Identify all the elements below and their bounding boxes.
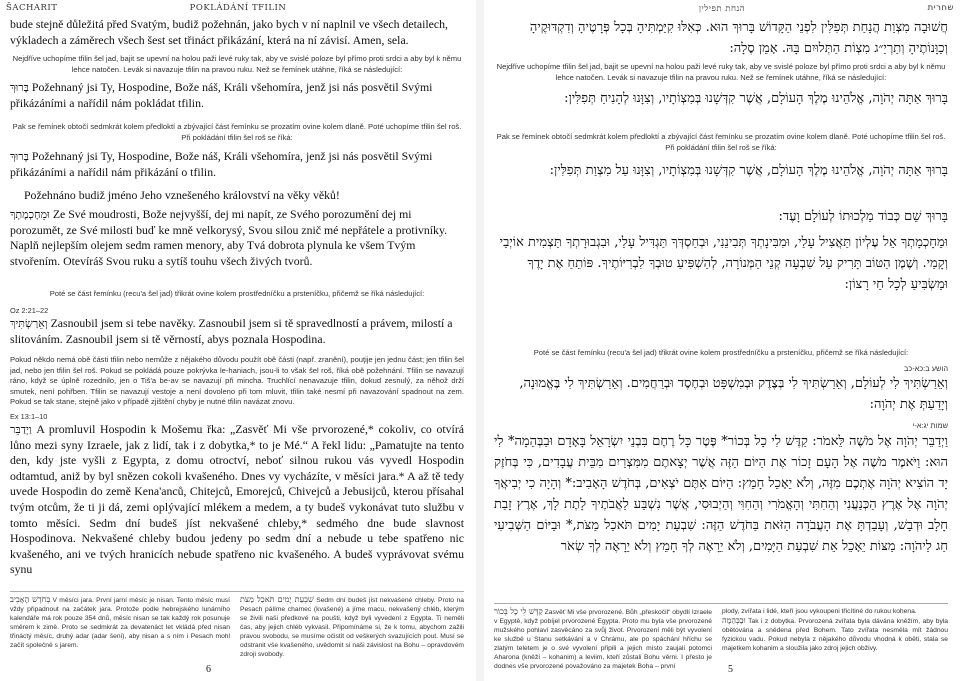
right-blessing-hand-hebrew: בָּרוּךְ אַתָּה יְהֹוָה, אֱלֹהֵינוּ מֶלֶךְ הָעוֹלָם, אֲשֶׁר קִדְּשָׁנוּ בְּמִצְוֹתָיו, וְצִוָּנוּ לְהָנִיחַ תְּפִלִּין: [564,91,948,106]
left-instruction-4: Pokud někdo nemá obě části tfilin nebo nemůže z nějakého důvodu použít obě části (např. zranění), pouţije jen jednu část; jen tfilin šel jad, nebo jen tfilin šel roš. Pokud se pokládá pouze pokrývka le-haniach, jsou-li to však šel roš, říká obě požehnání. Tfilin se navazují ráno, když se úplně rozednilo, jen o Tiš'a be-av se navazují při mincha. Truchlící nenavazuje tfilin, dokud zesnulý, za něhož drží smutek, není pohřben. Tfilin se navazují vestoje a není dovoleno při tom mluvit, tfilin také nesmí při navazování spadnout na zem. Pokud se tak stane, stejně jako v případě zjištění chyby je nutné tfilin navázat znovu. [10,355,464,407]
left-wisdom-text: Ze Své moudrosti, Bože nejvyšší, dej mi napít, ze Svého porozumění dej mi porozumět, ze Své milosti buď ke mně velkorysý, Svou silou znič mé nepřátele a protivníky. Naplň nejlepším olejem sedm ramen menory, aby Tvá dobrota plynula ke všem Tvým stvořením. Otevíráš Svou ruku a sytíš touhu všech živých tvorů. [10,207,448,268]
right-blessing-head-hebrew: בָּרוּךְ אַתָּה יְהֹוָה, אֱלֹהֵינוּ מֶלֶךְ הָעוֹלָם, אֲשֶׁר קִדְּשָׁנוּ בְּמִצְוֹתָיו, וְצִוָּנוּ עַל מִצְוַת תְּפִלִּין: [549,163,948,178]
right-footnote-2 [722,607,948,669]
left-footnote-2-hebrew: שִׁבְעַת יָמִים תֹּאכַל מַצֹּת [240,595,314,604]
right-baruch-shem-hebrew: בָּרוּךְ שֵׁם כְּבוֹד מַלְכוּתוֹ לְעוֹלָם וָעֶד: [778,209,948,224]
right-page [484,0,960,681]
right-header-title: הנחת תפילין [698,4,746,14]
right-hosea-hebrew: וְאֵרַשְׂתִּיךְ לִי לְעוֹלָם, וְאֵרַשְׂתִּיךְ לִי בְּצֶדֶק וּבְמִשְׁפָּט וּבְחֶסֶד וּבְרַחֲמִים. וְאֵרַשְׂתִּיךְ לִי בֶּאֱמוּנָה, וְיָדַעַתְּ אֶת יְהֹוָה: [519,376,948,412]
left-running-header [6,3,470,15]
right-page-number: 5 [728,664,733,675]
left-footnote-1 [10,595,230,667]
left-header-section: ŠACHARIT [6,3,58,13]
left-footnote-2 [240,595,464,667]
left-instruction-2: Pak se řemínek obtočí sedmkrát kolem předloktí a zbývající část řemínku se prozatím ovine kolem dlaně. Poté uchopíme tfilin šel roš. Při pokládání tfilin šel roš se říká: [12,122,462,142]
right-header-section: שחרית [927,3,954,13]
right-footnote-2-text: Tak i z dobytka. Prvorozená zvířata byla dávána kněžím, aby byla obětována a snědena před Bohem. Tato zvířata nesměla mít žádnou fyzickou vadu. Pokud nebyla z nějakého důvodu vhodná k oběti, stala se majetkem kohanim a sloužila jako zdroj jejich obživy. [722,618,948,652]
left-baruch-shem: Požehnáno budiž jméno Jeho vznešeného království na věky věků! [24,188,340,202]
right-instruction-1: Nejdříve uchopíme tfilin šel jad, bajit se upevní na holou paži levé ruky tak, aby ve svislé poloze byl přímo proti srdci a aby byl k němu lehce natočen. Levák si navazuje tfilin na pravou ruku. Než se řemínek utáhne, říká se následující: [496,62,946,82]
left-blessing-head-text: Požehnaný jsi Ty, Hospodine, Bože náš, Králi všehomíra, jenž jsi nás posvětil Svými přikázáními a nařídil nám přikázání o tfilin. [10,149,433,179]
right-running-header [490,3,954,15]
left-intro-text: bude stejně důležitá před Svatým, budiž požehnán, jako bych v ní naplnil ve všech detailech, výkladech a záměrech všech šest set třináct přikázání, která na ní závisí. Amen, sela. [10,17,448,47]
right-footnote-1-hebrew: קַדֶּשׁ לִי כָל בְּכוֹר [494,607,543,616]
left-hosea-text: Zasnoubil jsem si tebe navěky. Zasnoubil jsem si tě spravedlností a právem, milostí a slitováním. Zasnoubil jsem si tě věrností, abys poznala Hospodina. [10,316,453,346]
left-page-number: 6 [206,664,211,675]
right-exodus-hebrew: וַיְדַבֵּר יְהֹוָה אֶל מֹשֶׁה לֵּאמֹר: קַדֶּשׁ לִי כָל בְּכוֹר* פֶּטֶר כָּל רֶחֶם בִּבְנֵי יִשְׂרָאֵל בָּאָדָם וּבַבְּהֵמָה* לִי הוּא: וַיֹּאמֶר מֹשֶׁה אֶל הָעָם זָכוֹר אֶת הַיּוֹם הַזֶּה אֲשֶׁר יְצָאתֶם מִמִּצְרַיִם מִבֵּית עֲבָדִים, כִּי בְּחֹזֶק יָד הוֹצִיא יְהֹוָה אֶתְכֶם מִזֶּה, וְלֹא יֵאָכֵל חָמֵץ: הַיּוֹם אַתֶּם יֹצְאִים, בְּחֹדֶשׁ הָאָבִיב:* וְהָיָה כִי יְבִיאֲךָ יְהֹוָה אֶל אֶרֶץ הַכְּנַעֲנִי וְהַחִתִּי וְהָאֱמֹרִי וְהַחִוִּי וְהַיְבוּסִי, אֲשֶׁר נִשְׁבַּע לַאֲבֹתֶיךָ לָתֶת לָךְ, אֶרֶץ זָבַת חָלָב וּדְבָשׁ, וְעָבַדְתָּ אֶת הָעֲבֹדָה הַזֹּאת בַּחֹדֶשׁ הַזֶּה: שִׁבְעַת יָמִים תֹּאכַל מַצֹּת,* וּבַיּוֹם הַשְּׁבִיעִי חַג לַיהֹוָה: מַצּוֹת יֵאָכֵל אֵת שִׁבְעַת הַיָּמִים, וְלֹא יֵרָאֶה לְךָ חָמֵץ וְלֹא יֵרָאֶה לְךָ שְׂאֹר [494,434,948,554]
left-footnote-rule [10,591,464,592]
left-hosea-verse [10,316,464,348]
right-footnote-1-text: Zasvěť Mi vše prvorozené. Bůh „přeskočil“ obydlí Izraele v Egyptě, když pobíjel prvorozené Egypta. Proto mu byla vše prvorozené mužského pohlaví zasvěcáno za svůj život. Prvorození měli být vyvolení ke službě u Stanu setkávání a v Chrámu, ale po spáchání hříchu se zlatým teletem je o své vyvolení připili a jejich místo zaujali potomci Aharona (kněží – kohanim) a leviim, kteří zůstali Bohu věrni. I přesto je dodnes vše prvorozené považováno za majetek Boha – první [494,609,712,669]
left-footnote-1-text: V měsíci jara. První jarní měsíc je nisan. Tento měsíc musí vždy připadnout na začátek jara. Protože podle hebrejského lunárního kalendáře má rok pouze 354 dnů, měsíc nisan se tak každý rok posunuje směrem k zimě. Proto se sedmkrát za devatenáct let vkládá před nisan třináctý měsíc, druhý adar (adar šeni), aby nisan a s ním i Pesach mohl začít společně s jarem. [10,597,230,649]
left-blessing-hand-text: Požehnaný jsi Ty, Hospodine, Bože náš, Králi všehomíra, jenž jsi nás posvětil Svými přikázáními a nařídil nám pokládat tfilin. [10,80,433,110]
left-ref-hosea: Oz 2:21–22 [10,306,49,315]
left-blessing-head [10,149,464,181]
left-blessing-hand [10,80,464,112]
right-instruction-2: Pak se řemínek obtočí sedmkrát kolem předloktí a zbývající část řemínku se prozatím ovine kolem dlaně. Poté uchopíme tfilin šel roš. Při pokládání tfilin šel roš se říká: [496,132,946,152]
left-footnote-1-hebrew: בְּחֹדֶשׁ הָאָבִיב [10,595,51,604]
right-ref-exodus: שמות יג:א-י [912,421,948,430]
left-exodus-text: A promluvil Hospodin k Mošemu řka: „Zasvěť Mi vše prvorozené,* cokoliv, co otvírá lůno mezi syny Izraele, jak z lidí, tak i z dobytka,* to je Mé.“ A řekl lidu: „Pamatujte na tento den, kdy jste vyšli z Egypta, z domu otroctví, neboť silnou rukou vás vyvedl Hospodin odtamtud, aniž by byl snězen cokoli kvašeného. Dnes vy vycházíte, v měsíci jara.* A až tě tedy uvede Hospodin do země Kena'anců, Chitejců, Emorejců, Chivejců a Jebusijců, kterou přísahal tvým otcům, že ti ji dá, zemi oplývající mlékem a medem, a ty budeš vykonávat tuto službu v tomto měsíci. Sedm dní budeš jíst nekvašené chleby,* sedmého dne bude slavnost Hospodinova. Nekvašené chleby budou jedeny po sedm dní a nebude u tebe spatřeno nic kvašeného, ani ve tvých hranicích nebude spatřeno nic kvašeného. A budeš vyprávovat svému synu [10,422,464,577]
left-wisdom-hebrew: וּמֵחָכְמָתְךָ [10,208,50,221]
right-footnote-1 [494,607,712,669]
left-footnote-2-text: Sedm dní budeš jíst nekvašené chleby. Proto na Pesach pálíme chamec (kvašené) a jíme macu, nekvašený chléb, kterým se živili naši předkové na poušti, když byli vyvedení z Egypta. Ti neměli čas, aby jejich chléb vykvasil. Připomínáme si, že k tomu, abychom zažili pravou svobodu, se musíme očistit od veškerých svazujících pout. Musí se odstranit vše kvašeného, uvědomit si naši závislost na Bohu – opravdovém zdroji svobody. [240,597,464,658]
right-footnote-1-continued: plody, zvířata i lidé, kteří jsou vykoupeni třicítiné do rukou kohena. [722,608,917,615]
left-exodus-passage [10,422,464,588]
left-blessing-hand-hebrew: בָּרוּךְ [10,81,29,94]
left-hosea-hebrew: וְאֵרַשְׂתִּיךְ [10,317,48,330]
right-ref-hosea: הושע ב:כא-כב [903,364,948,373]
book-gutter [476,0,484,681]
right-instruction-3: Poté se část řemínku (recu'a šel jad) třikrát ovine kolem prostředníčku a prsteníčku, přičemž se říká následující: [533,348,909,357]
right-footnote-2-hebrew: וּבַבְּהֵמָה [722,616,746,625]
left-header-title: POKLÁDÁNÍ TFILIN [189,3,287,13]
left-ref-exodus: Ex 13:1–10 [10,412,48,421]
right-wisdom-hebrew: וּמֵחָכְמָתְךָ אֵל עֶלְיוֹן תַּאֲצִיל עָלַי, וּמִבִּינָתְךָ תְּבִינֵנִי, וּבְחַסְדְּךָ תַּגְדִּיל עָלַי, וּבִגְבוּרָתְךָ תַּצְמִית אוֹיְבַי וְקָמַי. וְשֶׁמֶן הַטּוֹב תָּרִיק עַל שִׁבְעָה קְנֵי הַמְּנוֹרָה, לְהַשְׁפִּיעַ טוּבְךָ לִבְרִיּוֹתֶיךָ. פּוֹתֵחַ אֶת יָדֶךָ וּמַשְׂבִּיעַ לְכָל חַי רָצוֹן: [499,235,948,292]
right-footnote-rule [494,603,948,604]
left-instruction-3: Poté se část řemínku (recu'a šel jad) třikrát ovine kolem prostředníčku a prsteníčku, přičemž se říká následující: [49,289,425,298]
left-page [0,0,476,681]
right-intro-hebrew: חֲשׁוּבָה מִצְוַת הֲנָחַת תְּפִלִּין לִפְנֵי הַקָּדוֹשׁ בָּרוּךְ הוּא. כְּאִלּוּ קִיַּמְתִּיהָ בְּכָל פְּרָטֶיהָ וְדִקְדּוּקֶיהָ וְכַוָּנוֹתֶיהָ וְתַרְיַ״ג מִצְוֹת הַתְּלוּיִם בָּהּ. אָמֵן סֶלָה: [529,20,948,56]
left-exodus-hebrew: וַיְדַבֵּר [10,423,32,436]
left-blessing-head-hebrew: בָּרוּךְ [10,150,29,163]
left-wisdom-prayer [10,207,464,287]
left-instruction-1: Nejdříve uchopíme tfilin šel jad, bajit se upevní na holou paži levé ruky tak, aby ve svislé poloze byl přímo proti srdci a aby byl k němu lehce natočen. Levák si navazuje tfilin na pravou ruku. Než se řemínek utáhne, říká se následující: [12,54,462,74]
